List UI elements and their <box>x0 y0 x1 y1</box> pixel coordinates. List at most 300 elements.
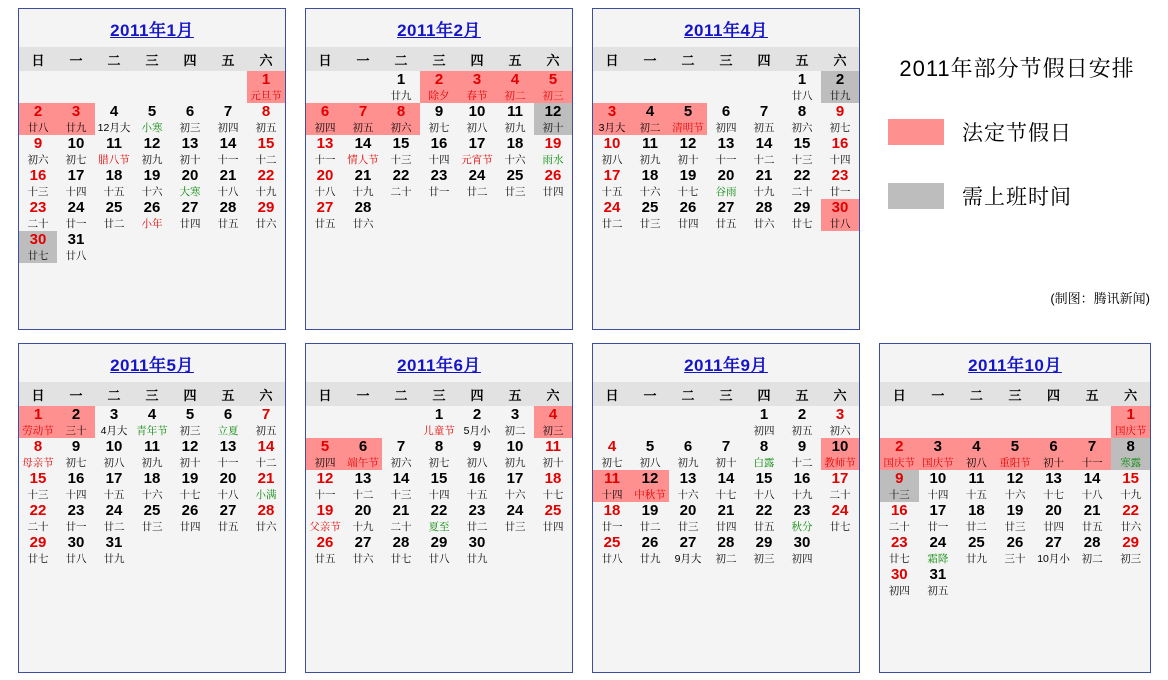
day-cell[interactable] <box>458 470 496 502</box>
day-cell[interactable] <box>420 167 458 199</box>
day-cell[interactable] <box>783 534 821 566</box>
day-cell[interactable] <box>745 103 783 135</box>
day-cell[interactable] <box>382 534 420 566</box>
day-cell[interactable] <box>95 534 133 566</box>
day-cell[interactable] <box>957 502 996 534</box>
day-cell[interactable] <box>247 103 285 135</box>
day-cell[interactable] <box>957 438 996 470</box>
day-cell[interactable] <box>382 135 420 167</box>
day-cell[interactable] <box>306 199 344 231</box>
day-cell[interactable] <box>783 199 821 231</box>
day-cell[interactable] <box>783 71 821 103</box>
day-cell[interactable] <box>1111 502 1150 534</box>
day-number: 6 <box>185 103 195 120</box>
day-cell[interactable] <box>1073 534 1112 566</box>
week-row <box>593 502 859 534</box>
day-cell[interactable] <box>95 167 133 199</box>
day-cell[interactable] <box>420 470 458 502</box>
day-cell[interactable] <box>996 470 1035 502</box>
day-cell[interactable] <box>496 406 534 438</box>
day-cell[interactable] <box>19 135 57 167</box>
day-cell[interactable] <box>19 231 57 263</box>
day-cell[interactable] <box>783 103 821 135</box>
day-cell[interactable] <box>593 502 631 534</box>
day-cell[interactable] <box>382 502 420 534</box>
week-row <box>593 438 859 470</box>
day-cell[interactable] <box>306 103 344 135</box>
day-cell[interactable] <box>919 566 958 598</box>
weekday-header: 五 <box>1073 382 1112 406</box>
weekday-header: 六 <box>247 47 285 71</box>
day-cell[interactable] <box>420 502 458 534</box>
day-cell[interactable] <box>171 438 209 470</box>
lunar-label: 二十 <box>390 186 412 198</box>
day-cell[interactable] <box>707 438 745 470</box>
day-cell[interactable] <box>171 199 209 231</box>
day-number: 4 <box>496 71 534 89</box>
day-cell[interactable] <box>1073 502 1112 534</box>
day-cell[interactable] <box>95 438 133 470</box>
lunar-label: 小满 <box>255 489 277 501</box>
day-cell[interactable] <box>631 534 669 566</box>
day-cell[interactable] <box>95 135 133 167</box>
day-cell[interactable] <box>420 534 458 566</box>
day-cell[interactable] <box>821 199 859 231</box>
day-cell[interactable] <box>631 502 669 534</box>
lunar-label: 十九 <box>352 521 374 533</box>
lunar-label: 初十 <box>677 154 699 166</box>
day-cell[interactable] <box>247 135 285 167</box>
day-number: 2 <box>57 406 95 424</box>
day-cell[interactable] <box>496 71 534 103</box>
day-cell[interactable] <box>593 199 631 231</box>
day-cell[interactable] <box>880 470 919 502</box>
day-cell[interactable] <box>593 534 631 566</box>
day-cell[interactable] <box>306 502 344 534</box>
day-cell[interactable] <box>996 438 1035 470</box>
day-cell[interactable] <box>306 534 344 566</box>
day-number: 31 <box>67 231 85 248</box>
day-cell[interactable] <box>821 103 859 135</box>
day-cell[interactable] <box>1034 470 1073 502</box>
day-number: 12 <box>679 135 697 152</box>
day-cell[interactable] <box>344 135 382 167</box>
day-cell[interactable] <box>707 502 745 534</box>
day-cell[interactable] <box>669 470 707 502</box>
day-cell[interactable] <box>209 502 247 534</box>
day-cell[interactable] <box>133 406 171 438</box>
day-cell[interactable] <box>957 534 996 566</box>
day-cell[interactable] <box>344 103 382 135</box>
day-cell[interactable] <box>458 406 496 438</box>
empty-cell <box>593 71 631 103</box>
day-cell[interactable] <box>783 406 821 438</box>
lunar-label: 廿四 <box>542 186 564 198</box>
lunar-label: 廿八 <box>791 90 813 102</box>
day-cell[interactable] <box>669 438 707 470</box>
day-cell[interactable] <box>133 167 171 199</box>
day-cell[interactable] <box>209 199 247 231</box>
day-cell[interactable] <box>631 135 669 167</box>
day-cell[interactable] <box>669 534 707 566</box>
day-cell[interactable] <box>631 167 669 199</box>
day-cell[interactable] <box>593 135 631 167</box>
day-number: 17 <box>468 135 486 152</box>
empty-cell <box>669 71 707 103</box>
day-cell[interactable] <box>57 167 95 199</box>
day-number: 24 <box>603 199 621 216</box>
day-cell[interactable] <box>209 438 247 470</box>
lunar-label: 十六 <box>504 154 526 166</box>
lunar-label: 十三 <box>390 154 412 166</box>
weekday-header-row <box>19 382 285 406</box>
lunar-label: 廿八 <box>821 217 859 231</box>
day-number: 2 <box>19 103 57 121</box>
day-cell[interactable] <box>306 167 344 199</box>
day-cell[interactable] <box>344 534 382 566</box>
day-cell[interactable] <box>745 167 783 199</box>
day-cell[interactable] <box>631 103 669 135</box>
empty-cell <box>593 406 631 438</box>
day-cell[interactable] <box>496 438 534 470</box>
lunar-label: 初四 <box>791 553 813 565</box>
week-row <box>306 406 572 438</box>
day-cell[interactable] <box>534 71 572 103</box>
weekday-header: 五 <box>496 47 534 71</box>
day-cell[interactable] <box>306 438 344 470</box>
lunar-label: 初十 <box>179 457 201 469</box>
day-number: 12 <box>143 135 161 152</box>
day-cell[interactable] <box>458 167 496 199</box>
day-cell[interactable] <box>133 470 171 502</box>
day-cell[interactable] <box>19 167 57 199</box>
day-cell[interactable] <box>631 199 669 231</box>
lunar-label: 十六 <box>639 186 661 198</box>
day-cell[interactable] <box>593 103 631 135</box>
day-cell[interactable] <box>1034 534 1073 566</box>
day-cell[interactable] <box>1073 470 1112 502</box>
day-cell[interactable] <box>171 103 209 135</box>
day-number: 21 <box>717 502 735 519</box>
day-cell[interactable] <box>209 103 247 135</box>
lunar-label: 初二 <box>1081 553 1103 565</box>
day-cell[interactable] <box>1034 438 1073 470</box>
day-number: 25 <box>105 199 123 216</box>
lunar-label: 廿五 <box>314 553 336 565</box>
day-number: 27 <box>181 199 199 216</box>
day-number: 18 <box>641 167 659 184</box>
day-cell[interactable] <box>209 167 247 199</box>
day-cell[interactable] <box>95 103 133 135</box>
day-cell[interactable] <box>707 534 745 566</box>
day-number: 17 <box>67 167 85 184</box>
day-cell[interactable] <box>382 470 420 502</box>
day-cell[interactable] <box>1111 534 1150 566</box>
empty-cell <box>1034 406 1073 438</box>
day-cell[interactable] <box>821 167 859 199</box>
day-cell[interactable] <box>306 470 344 502</box>
day-cell[interactable] <box>593 470 631 502</box>
lunar-label: 廿五 <box>217 218 239 230</box>
day-number: 7 <box>344 103 382 121</box>
empty-cell <box>133 534 171 566</box>
day-cell[interactable] <box>458 534 496 566</box>
weekday-header: 三 <box>133 382 171 406</box>
day-cell[interactable] <box>745 135 783 167</box>
day-cell[interactable] <box>707 470 745 502</box>
lunar-label: 二十 <box>829 489 851 501</box>
day-cell[interactable] <box>133 199 171 231</box>
day-cell[interactable] <box>19 502 57 534</box>
lunar-label: 十九 <box>791 489 813 501</box>
day-cell[interactable] <box>133 135 171 167</box>
credit-text: (制图：腾讯新闻) <box>1050 291 1150 306</box>
day-number: 15 <box>1122 470 1140 487</box>
day-cell[interactable] <box>171 406 209 438</box>
day-cell[interactable] <box>1034 502 1073 534</box>
day-cell[interactable] <box>919 502 958 534</box>
day-cell[interactable] <box>534 502 572 534</box>
day-cell[interactable] <box>382 71 420 103</box>
day-cell[interactable] <box>133 502 171 534</box>
day-cell[interactable] <box>783 135 821 167</box>
day-cell[interactable] <box>19 534 57 566</box>
day-cell[interactable] <box>458 103 496 135</box>
day-cell[interactable] <box>344 167 382 199</box>
day-number: 2 <box>797 406 807 423</box>
day-cell[interactable] <box>783 167 821 199</box>
day-cell[interactable] <box>957 470 996 502</box>
day-cell[interactable] <box>247 502 285 534</box>
lunar-label: 十二 <box>255 457 277 469</box>
day-cell[interactable] <box>821 502 859 534</box>
week-row <box>19 199 285 231</box>
weekday-header: 六 <box>247 382 285 406</box>
day-cell[interactable] <box>534 103 572 135</box>
day-cell[interactable] <box>669 103 707 135</box>
day-cell[interactable] <box>57 199 95 231</box>
lunar-label: 廿二 <box>466 521 488 533</box>
day-cell[interactable] <box>534 438 572 470</box>
day-cell[interactable] <box>382 167 420 199</box>
month-block <box>592 8 860 330</box>
day-cell[interactable] <box>171 470 209 502</box>
day-cell[interactable] <box>631 470 669 502</box>
day-cell[interactable] <box>783 470 821 502</box>
day-cell[interactable] <box>821 135 859 167</box>
day-cell[interactable] <box>707 167 745 199</box>
day-cell[interactable] <box>593 167 631 199</box>
weekday-header: 二 <box>669 47 707 71</box>
day-cell[interactable] <box>880 502 919 534</box>
holiday-color-swatch <box>888 119 944 145</box>
day-cell[interactable] <box>821 406 859 438</box>
day-cell[interactable] <box>306 135 344 167</box>
day-cell[interactable] <box>669 135 707 167</box>
day-cell[interactable] <box>420 135 458 167</box>
empty-cell <box>996 566 1035 598</box>
day-cell[interactable] <box>669 167 707 199</box>
day-cell[interactable] <box>133 103 171 135</box>
day-cell[interactable] <box>880 566 919 598</box>
day-cell[interactable] <box>458 438 496 470</box>
day-number: 14 <box>392 470 410 487</box>
day-cell[interactable] <box>95 502 133 534</box>
day-cell[interactable] <box>534 135 572 167</box>
day-number: 8 <box>434 438 444 455</box>
day-cell[interactable] <box>458 71 496 103</box>
day-cell[interactable] <box>669 199 707 231</box>
day-cell[interactable] <box>95 470 133 502</box>
day-cell[interactable] <box>458 135 496 167</box>
day-cell[interactable] <box>496 502 534 534</box>
day-cell[interactable] <box>133 438 171 470</box>
day-cell[interactable] <box>344 199 382 231</box>
day-cell[interactable] <box>57 534 95 566</box>
lunar-label: 初三 <box>179 122 201 134</box>
month-block <box>879 343 1151 673</box>
day-cell[interactable] <box>247 71 285 103</box>
day-cell[interactable] <box>783 502 821 534</box>
day-cell[interactable] <box>19 406 57 438</box>
lunar-label: 十六 <box>677 489 699 501</box>
day-cell[interactable] <box>707 103 745 135</box>
day-number: 14 <box>354 135 372 152</box>
day-cell[interactable] <box>247 438 285 470</box>
empty-cell <box>420 199 458 231</box>
day-cell[interactable] <box>707 135 745 167</box>
day-cell[interactable] <box>631 438 669 470</box>
weekday-header: 一 <box>57 382 95 406</box>
day-cell[interactable] <box>420 406 458 438</box>
day-cell[interactable] <box>209 470 247 502</box>
day-cell[interactable] <box>745 470 783 502</box>
day-cell[interactable] <box>19 438 57 470</box>
day-cell[interactable] <box>534 470 572 502</box>
day-cell[interactable] <box>1111 438 1150 470</box>
day-cell[interactable] <box>783 438 821 470</box>
day-cell[interactable] <box>496 470 534 502</box>
day-cell[interactable] <box>344 502 382 534</box>
lunar-label: 端午节 <box>344 456 382 470</box>
week-row <box>593 167 859 199</box>
day-number: 3 <box>835 406 845 423</box>
day-cell[interactable] <box>1073 438 1112 470</box>
day-cell[interactable] <box>745 502 783 534</box>
day-cell[interactable] <box>344 438 382 470</box>
day-cell[interactable] <box>57 406 95 438</box>
day-cell[interactable] <box>57 470 95 502</box>
day-cell[interactable] <box>19 199 57 231</box>
day-number: 6 <box>306 103 344 121</box>
day-cell[interactable] <box>57 231 95 263</box>
day-number: 29 <box>430 534 448 551</box>
day-cell[interactable] <box>821 438 859 470</box>
day-cell[interactable] <box>496 167 534 199</box>
lunar-label: 腊八节 <box>98 154 130 166</box>
day-cell[interactable] <box>996 502 1035 534</box>
week-row <box>880 566 1150 598</box>
day-number: 2 <box>880 438 919 456</box>
day-cell[interactable] <box>669 502 707 534</box>
weekday-header: 四 <box>1034 382 1073 406</box>
day-number: 30 <box>19 231 57 249</box>
day-cell[interactable] <box>496 135 534 167</box>
day-cell[interactable] <box>745 438 783 470</box>
day-cell[interactable] <box>382 438 420 470</box>
day-number: 13 <box>316 135 334 152</box>
day-cell[interactable] <box>95 406 133 438</box>
day-cell[interactable] <box>534 167 572 199</box>
day-cell[interactable] <box>57 502 95 534</box>
day-cell[interactable] <box>745 406 783 438</box>
day-cell[interactable] <box>745 534 783 566</box>
day-cell[interactable] <box>821 470 859 502</box>
day-cell[interactable] <box>821 71 859 103</box>
day-cell[interactable] <box>458 502 496 534</box>
day-cell[interactable] <box>919 470 958 502</box>
legend-row-holiday <box>872 117 1162 147</box>
weekday-header: 日 <box>19 47 57 71</box>
day-cell[interactable] <box>344 470 382 502</box>
day-cell[interactable] <box>19 103 57 135</box>
week-row <box>880 438 1150 470</box>
day-cell[interactable] <box>171 135 209 167</box>
day-cell[interactable] <box>880 534 919 566</box>
day-cell[interactable] <box>171 502 209 534</box>
lunar-label: 十四 <box>65 186 87 198</box>
lunar-label: 十三 <box>791 154 813 166</box>
lunar-label: 十八 <box>753 489 775 501</box>
day-cell[interactable] <box>420 103 458 135</box>
day-cell[interactable] <box>57 438 95 470</box>
day-cell[interactable] <box>247 199 285 231</box>
day-cell[interactable] <box>247 406 285 438</box>
day-cell[interactable] <box>534 406 572 438</box>
day-cell[interactable] <box>57 103 95 135</box>
day-cell[interactable] <box>382 103 420 135</box>
day-number: 11 <box>507 103 523 120</box>
day-cell[interactable] <box>1111 406 1150 438</box>
lunar-label: 廿八 <box>65 553 87 565</box>
day-cell[interactable] <box>420 71 458 103</box>
day-cell[interactable] <box>171 167 209 199</box>
day-cell[interactable] <box>496 103 534 135</box>
day-cell[interactable] <box>996 534 1035 566</box>
day-cell[interactable] <box>707 199 745 231</box>
day-cell[interactable] <box>420 438 458 470</box>
day-cell[interactable] <box>247 470 285 502</box>
day-cell[interactable] <box>880 438 919 470</box>
day-cell[interactable] <box>1111 470 1150 502</box>
day-cell[interactable] <box>209 406 247 438</box>
day-number: 16 <box>29 167 47 184</box>
day-cell[interactable] <box>57 135 95 167</box>
lunar-label: 廿二 <box>639 521 661 533</box>
day-cell[interactable] <box>745 199 783 231</box>
day-cell[interactable] <box>593 438 631 470</box>
day-cell[interactable] <box>919 438 958 470</box>
legend-title: 2011年部分节假日安排 <box>899 56 1135 81</box>
day-number: 10 <box>468 103 486 120</box>
day-cell[interactable] <box>919 534 958 566</box>
day-cell[interactable] <box>19 470 57 502</box>
day-cell[interactable] <box>95 199 133 231</box>
day-cell[interactable] <box>209 135 247 167</box>
day-cell[interactable] <box>247 167 285 199</box>
lunar-label: 十四 <box>428 154 450 166</box>
legend-panel <box>872 52 1162 211</box>
